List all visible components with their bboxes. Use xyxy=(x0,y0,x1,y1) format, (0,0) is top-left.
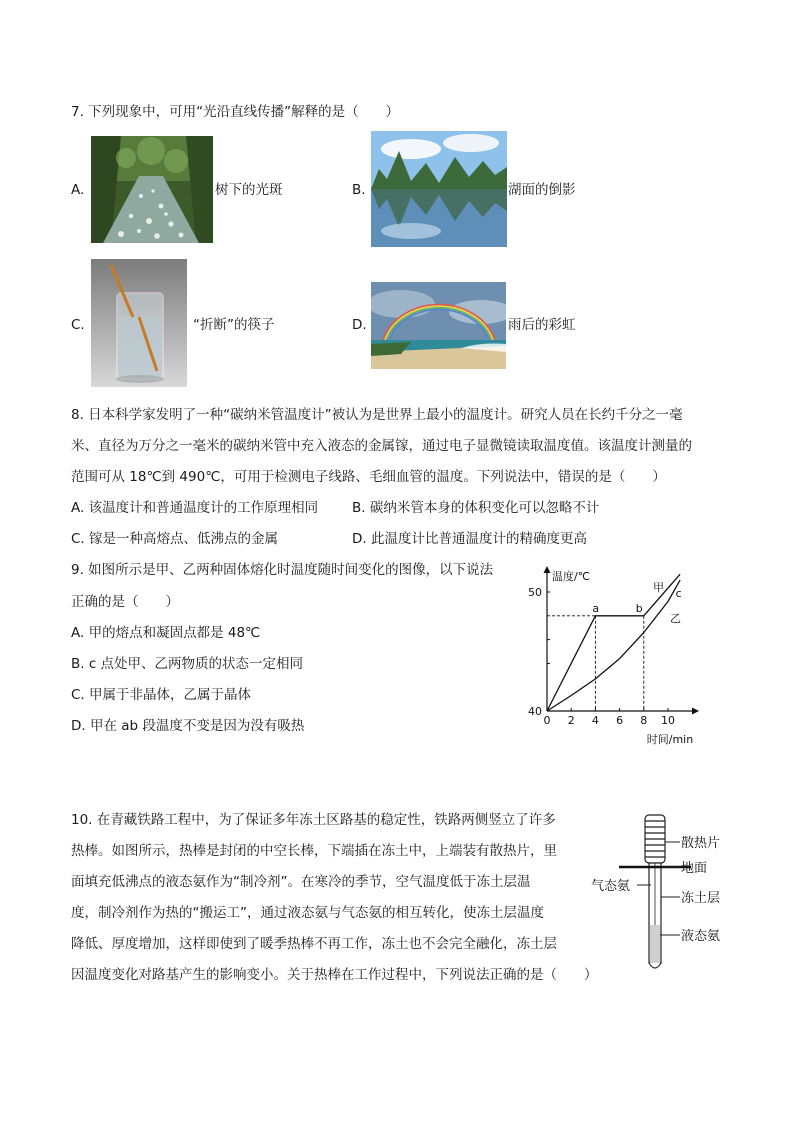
label-gas-ammonia: 气态氨 xyxy=(591,879,631,894)
x-tick-label: 2 xyxy=(567,714,575,727)
y-axis-arrow xyxy=(544,566,551,573)
x-tick-label: 0 xyxy=(543,714,551,727)
q7-option-d-caption: 雨后的彩虹 xyxy=(508,317,576,333)
label-frozen-soil: 冻土层 xyxy=(681,891,721,906)
photo-bent-chopstick-in-glass xyxy=(91,259,187,387)
y-tick-label: 40 xyxy=(528,705,542,718)
q7-option-a-letter: A. xyxy=(71,182,85,198)
y-tick-label: 50 xyxy=(528,586,542,599)
x-tick-label: 4 xyxy=(591,714,599,727)
photo-lake-reflection xyxy=(371,131,507,247)
q9-option-d: D. 甲在 ab 段温度不变是因为没有吸热 xyxy=(71,718,305,734)
photo-rainbow-after-rain xyxy=(371,282,506,369)
q7-option-b-caption: 湖面的倒影 xyxy=(508,182,576,198)
point-label-b: b xyxy=(635,601,643,615)
heat-sink-fins xyxy=(645,815,665,863)
q9-stem-line-1: 9. 如图所示是甲、乙两种固体熔化时温度随时间变化的图像，以下说法 xyxy=(71,562,494,578)
x-tick-label: 10 xyxy=(661,714,675,727)
q8-option-d: D. 此温度计比普通温度计的精确度更高 xyxy=(352,531,587,547)
q8-option-a: A. 该温度计和普通温度计的工作原理相同 xyxy=(71,500,319,516)
q10-stem-line-3: 面填充低沸点的液态氨作为“制冷剂”。在寒冷的季节，空气温度低于冻土层温 xyxy=(71,874,531,890)
x-tick-label: 8 xyxy=(640,714,648,727)
liquid-ammonia-fill xyxy=(650,925,660,963)
q7-option-c-letter: C. xyxy=(71,317,85,333)
q8-stem-line-2: 米、直径为万分之一毫米的碳纳米管中充入液态的金属镓，通过电子显微镜读取温度值。该温度计测量的 xyxy=(71,438,692,454)
series-label-jia: 甲 xyxy=(653,581,664,594)
q8-option-b: B. 碳纳米管本身的体积变化可以忽略不计 xyxy=(352,500,600,516)
point-label-a: a xyxy=(592,601,600,615)
melting-temperature-chart xyxy=(520,560,730,750)
q9-option-c: C. 甲属于非晶体，乙属于晶体 xyxy=(71,687,252,703)
q7-option-b-letter: B. xyxy=(352,182,366,198)
x-axis-arrow xyxy=(692,708,699,715)
q9-option-a: A. 甲的熔点和凝固点都是 48℃ xyxy=(71,625,261,641)
heat-pipe xyxy=(649,863,661,968)
x-axis-label: 时间/min xyxy=(646,733,694,746)
q8-stem-line-3: 范围可从 18℃到 490℃，可用于检测电子线路、毛细血管的温度。下列说法中，错误的是（ ） xyxy=(71,469,666,485)
q8-stem-line-1: 8. 日本科学家发明了一种“碳纳米管温度计”被认为是世界上最小的温度计。研究人员在长约千分之一毫 xyxy=(71,407,683,423)
point-label-c: c xyxy=(675,587,682,600)
photo-light-spots-under-trees xyxy=(91,136,213,243)
label-liquid-ammonia: 液态氨 xyxy=(681,929,721,944)
q7-option-c-caption: “折断”的筷子 xyxy=(193,317,275,333)
series-line-jia xyxy=(547,574,680,711)
x-tick-label: 6 xyxy=(616,714,624,727)
series-label-yi: 乙 xyxy=(670,612,681,625)
label-fins: 散热片 xyxy=(681,836,721,851)
q9-option-b: B. c 点处甲、乙两物质的状态一定相同 xyxy=(71,656,304,672)
q10-stem-line-5: 降低、厚度增加，这样即使到了暖季热棒不再工作，冻土也不会完全融化，冻土层 xyxy=(71,936,557,952)
q8-option-c: C. 镓是一种高熔点、低沸点的金属 xyxy=(71,531,279,547)
heat-pipe-diagram xyxy=(585,805,735,980)
q10-stem-line-2: 热棒。如图所示，热棒是封闭的中空长棒，下端插在冻土中，上端装有散热片，里 xyxy=(71,843,557,859)
label-ground: 地面 xyxy=(681,861,708,876)
q10-stem-line-4: 度，制冷剂作为热的“搬运工”，通过液态氨与气态氨的相互转化，使冻土层温度 xyxy=(71,905,544,921)
q7-stem: 7. 下列现象中，可用“光沿直线传播”解释的是（ ） xyxy=(71,104,400,120)
q7-option-a-caption: 树下的光斑 xyxy=(215,182,283,198)
q7-option-d-letter: D. xyxy=(352,317,367,333)
series-line-yi xyxy=(547,580,680,711)
y-axis-label: 温度/℃ xyxy=(552,570,591,583)
q10-stem-line-1: 10. 在青藏铁路工程中，为了保证多年冻土区路基的稳定性，铁路两侧竖立了许多 xyxy=(71,812,556,828)
q10-stem-line-6: 因温度变化对路基产生的影响变小。关于热棒在工作过程中，下列说法正确的是（ ） xyxy=(71,967,598,983)
q9-stem-line-2: 正确的是（ ） xyxy=(71,594,179,610)
